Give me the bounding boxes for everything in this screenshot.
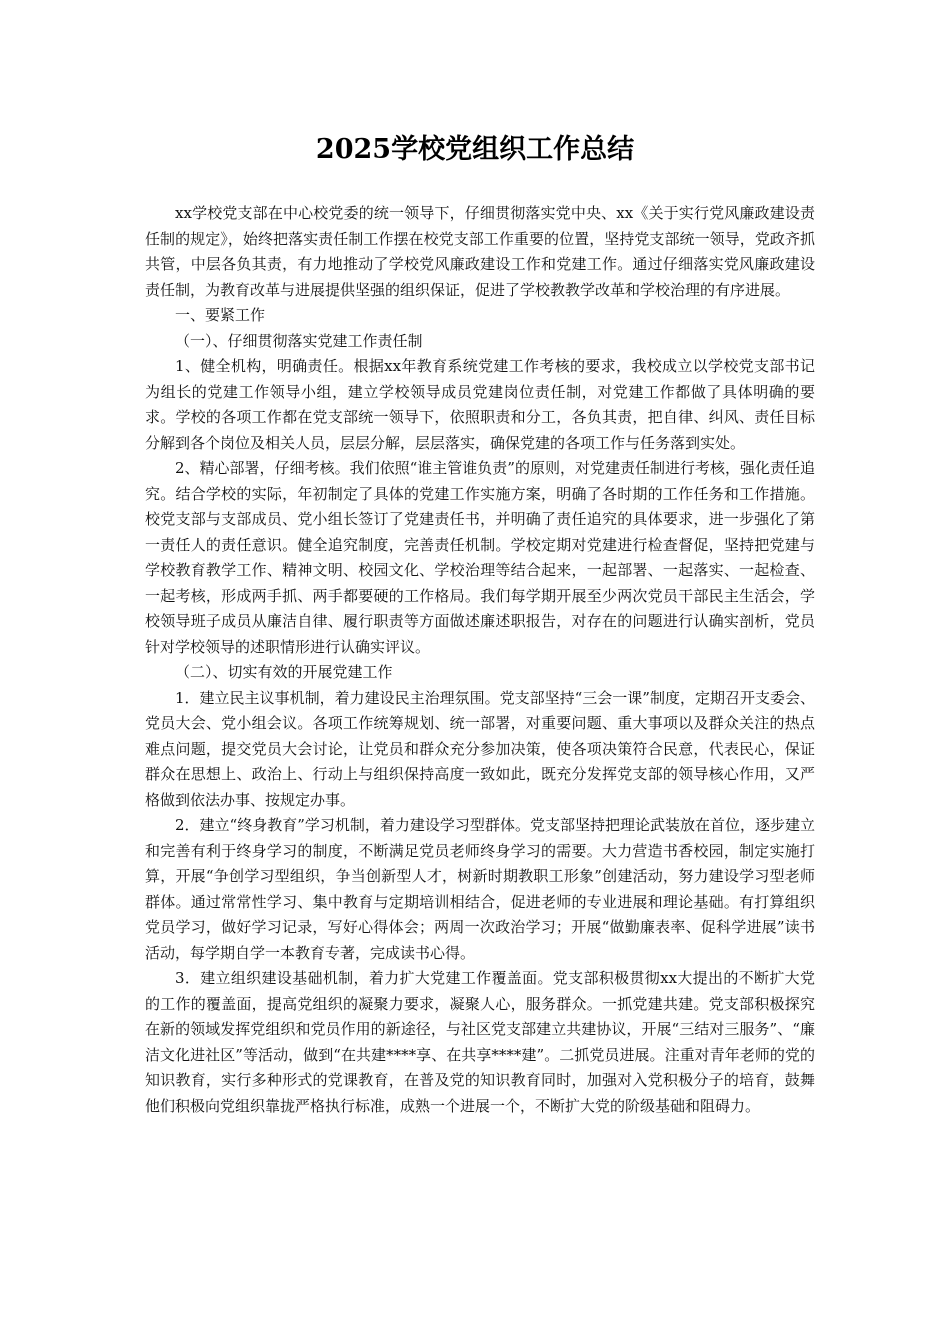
subsection-heading-1: （一）、仔细贯彻落实党建工作责任制 (175, 331, 423, 350)
section-heading-main-work: 一、要紧工作 (175, 306, 266, 324)
paragraph-1-2: 2、精心部署，仔细考核。我们依照“谁主管谁负责”的原则，对党建责任制进行考核，强化责任追究。结合学校的实际，年初制定了具体的党建工作实施方案，明确了各时期的工作任务和工作措施。校党支部与支部成员、党小组长签订了党建责任书，并明确了责任追究的具体要求，进一步强化了第一责任人的责任意识。健全追究制度，完善责任机制。学校定期对党建进行检查督促，坚持把党建与学校教育教学工作、精神文明、校园文化、学校治理等结合起来，一起部署、一起落实、一起检查、一起考核，形成两手抓、两手都要硬的工作格局。我们每学期开展至少两次党员干部民主生活会，学校领导班子成员从廉洁自律、履行职责等方面做述廉述职报告，对存在的问题进行认确实剖析，党员针对学校领导的述职情形进行认确实评议。 (145, 459, 815, 656)
paragraph-intro: xx学校党支部在中心校党委的统一领导下，仔细贯彻落实党中央、xx《关于实行党风廉政建设责任制的规定》，始终把落实责任制工作摆在校党支部工作重要的位置，坚持党支部统一领导，党政齐抓共管，中层各负其责，有力地推动了学校党风廉政建设工作和党建工作。通过仔细落实党风廉政建设责任制，为教育改革与进展提供坚强的组织保证，促进了学校教教学改革和学校治理的有序进展。 (145, 204, 815, 299)
paragraph-1-1: 1、健全机构，明确责任。根据xx年教育系统党建工作考核的要求，我校成立以学校党支部书记为组长的党建工作领导小组，建立学校领导成员党建岗位责任制，对党建工作都做了具体明确的要求。学校的各项工作都在党支部统一领导下，依照职责和分工，各负其责，把自律、纠风、责任目标分解到各个岗位及相关人员，层层分解，层层落实，确保党建的各项工作与任务落到实处。 (145, 357, 815, 452)
document-body (145, 201, 815, 1119)
document-title: 2025学校党组织工作总结 (315, 134, 635, 165)
subsection-heading-2: （二）、切实有效的开展党建工作 (175, 663, 393, 681)
paragraph-2-3: 3．建立组织建设基础机制，着力扩大党建工作覆盖面。党支部积极贯彻xx大提出的不断扩大党的工作的覆盖面，提高党组织的凝聚力要求，凝聚人心，服务群众。一抓党建共建。党支部积极探究在新的领域发挥党组织和党员作用的新途径，与社区党支部建立共建协议，开展“三结对三服务”、“廉洁文化进社区”等活动，做到“在共建****享、在共享****建”。二抓党员进展。注重对青年老师的党的知识教育，实行多种形式的党课教育，在普及党的知识教育同时，加强对入党积极分子的培育，鼓舞他们积极向党组织靠拢严格执行标准，成熟一个进展一个，不断扩大党的阶级基础和阻碍力。 (145, 969, 815, 1115)
paragraph-2-2: 2．建立“终身教育”学习机制，着力建设学习型群体。党支部坚持把理论武装放在首位，逐步建立和完善有利于终身学习的制度，不断满足党员老师终身学习的需要。大力营造书香校园，制定实施打算，开展“争创学习型组织，争当创新型人才，树新时期教职工形象”创建活动，努力建设学习型老师群体。通过常常性学习、集中教育与定期培训相结合，促进老师的专业进展和理论基础。有打算组织党员学习，做好学习记录，写好心得体会；两周一次政治学习；开展“做勤廉表率、促科学进展”读书活动，每学期自学一本教育专著，完成读书心得。 (145, 816, 815, 962)
paragraph-2-1: 1．建立民主议事机制，着力建设民主治理氛围。党支部坚持“三会一课”制度，定期召开支委会、党员大会、党小组会议。各项工作统筹规划、统一部署，对重要问题、重大事项以及群众关注的热点难点问题，提交党员大会讨论，让党员和群众充分参加决策，使各项决策符合民意，代表民心，保证群众在思想上、政治上、行动上与组织保持高度一致如此，既充分发挥党支部的领导核心作用，又严格做到依法办事、按规定办事。 (145, 688, 815, 809)
